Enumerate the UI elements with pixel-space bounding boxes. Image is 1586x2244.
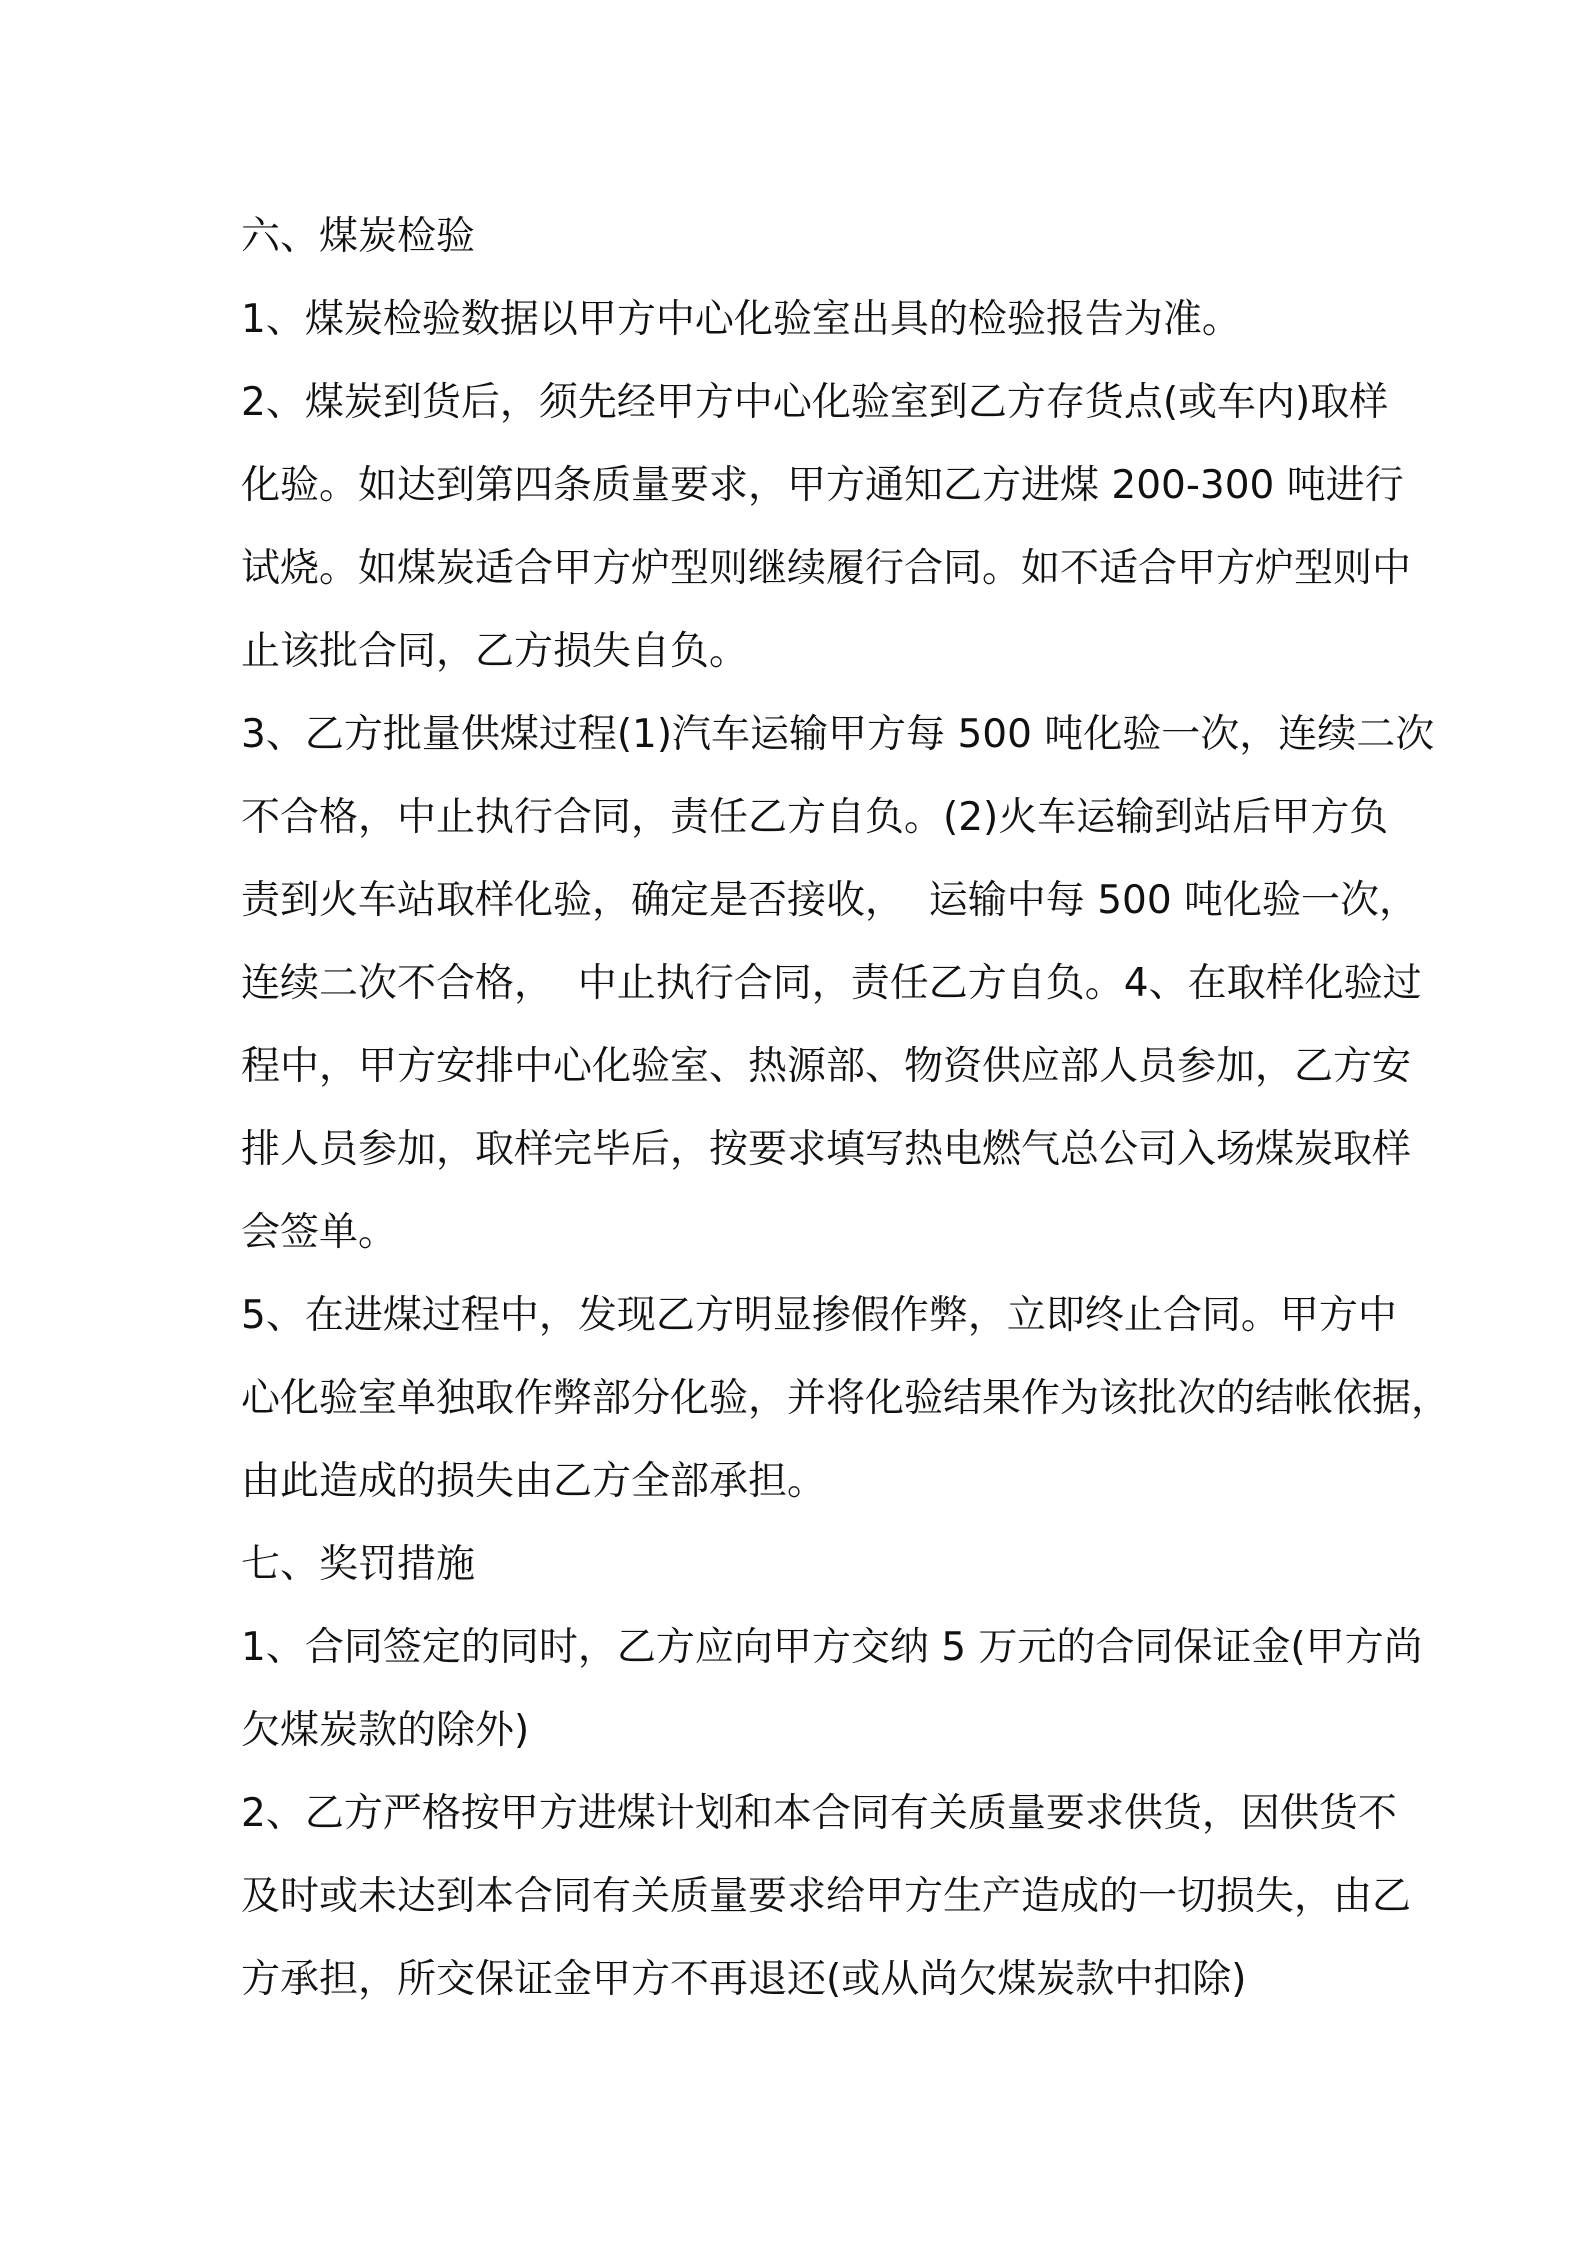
text-line: 及时或未达到本合同有关质量要求给甲方生产造成的一切损失，由乙 — [241, 1874, 1412, 1919]
text-line: 连续二次不合格， 中止执行合同，责任乙方自负。4、在取样化验过 — [241, 961, 1422, 1006]
text-line: 六、煤炭检验 — [241, 214, 476, 259]
text-line: 化验。如达到第四条质量要求，甲方通知乙方进煤 200-300 吨进行 — [241, 463, 1404, 508]
text-line: 3、乙方批量供煤过程(1)汽车运输甲方每 500 吨化验一次，连续二次 — [241, 712, 1435, 757]
paragraph-6-1 — [241, 278, 1361, 361]
paragraph-7-2 — [241, 1772, 1412, 2021]
section-heading-7 — [241, 1523, 1361, 1606]
paragraph-6-5 — [241, 1274, 1451, 1523]
text-line: 排人员参加，取样完毕后，按要求填写热电燃气总公司入场煤炭取样 — [241, 1127, 1412, 1172]
text-line: 心化验室单独取作弊部分化验，并将化验结果作为该批次的结帐依据， — [241, 1376, 1451, 1421]
paragraph-6-3 — [241, 693, 1435, 1274]
section-heading-6 — [241, 195, 1361, 278]
text-line: 责到火车站取样化验，确定是否接收， 运输中每 500 吨化验一次， — [241, 878, 1419, 923]
text-line: 程中，甲方安排中心化验室、热源部、物资供应部人员参加，乙方安 — [241, 1044, 1412, 1089]
text-line: 2、煤炭到货后，须先经甲方中心化验室到乙方存货点(或车内)取样 — [241, 380, 1389, 425]
text-line: 5、在进煤过程中，发现乙方明显掺假作弊，立即终止合同。甲方中 — [241, 1293, 1397, 1338]
text-line: 2、乙方严格按甲方进煤计划和本合同有关质量要求供货，因供货不 — [241, 1791, 1397, 1836]
text-line: 由此造成的损失由乙方全部承担。 — [241, 1459, 827, 1504]
text-line: 止该批合同，乙方损失自负。 — [241, 629, 749, 674]
text-line: 方承担，所交保证金甲方不再退还(或从尚欠煤炭款中扣除) — [241, 1957, 1247, 2002]
text-line: 试烧。如煤炭适合甲方炉型则继续履行合同。如不适合甲方炉型则中 — [241, 546, 1412, 591]
text-line: 1、合同签定的同时，乙方应向甲方交纳 5 万元的合同保证金(甲方尚 — [241, 1625, 1423, 1670]
paragraph-6-2 — [241, 361, 1412, 693]
text-line: 会签单。 — [241, 1210, 398, 1255]
text-line: 1、煤炭检验数据以甲方中心化验室出具的检验报告为准。 — [241, 297, 1241, 342]
text-line: 不合格，中止执行合同，责任乙方自负。(2)火车运输到站后甲方负 — [241, 795, 1389, 840]
text-line: 欠煤炭款的除外) — [241, 1708, 530, 1753]
document-body — [241, 195, 1451, 2021]
paragraph-7-1 — [241, 1606, 1423, 1772]
text-line: 七、奖罚措施 — [241, 1542, 476, 1587]
